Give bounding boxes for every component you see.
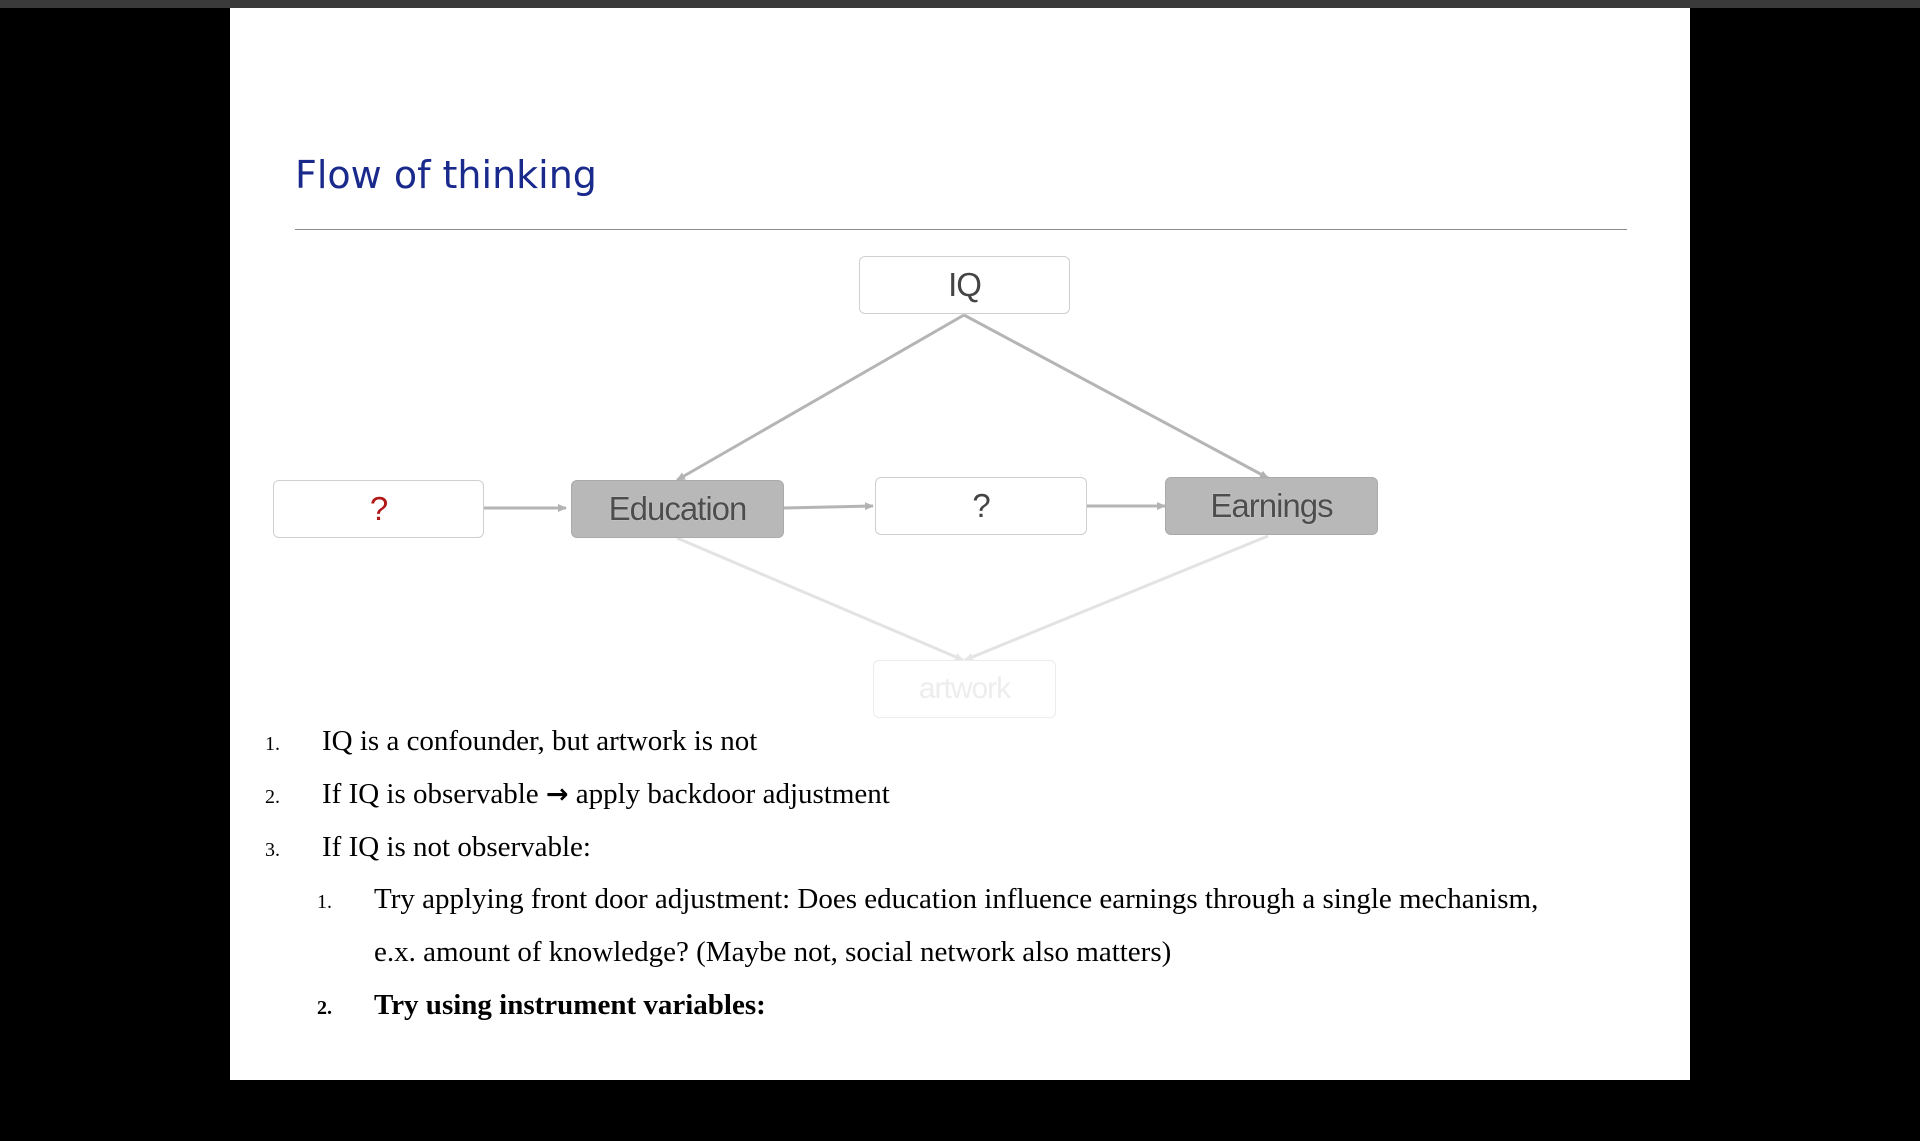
node-iq: IQ xyxy=(859,256,1070,314)
list-number: 3. xyxy=(265,839,280,861)
node-education: Education xyxy=(571,480,784,538)
edge-earnings-to-artwork xyxy=(965,536,1268,660)
edge-education-to-artwork xyxy=(677,538,963,660)
edge-iq-to-education xyxy=(677,315,964,480)
sub-item-text-line2: e.x. amount of knowledge? (Maybe not, social network also matters) xyxy=(374,936,1172,968)
slide-title: Flow of thinking xyxy=(295,153,597,197)
list-item-text xyxy=(322,778,890,811)
sub-item-text-line1: Try applying front door adjustment: Does education influence earnings through a single mechanism, xyxy=(374,883,1539,915)
node-earnings: Earnings xyxy=(1165,477,1378,535)
example-text: e.g. Angrist & Krueger (1991): birth quarter; compulsory education laws xyxy=(397,1075,1307,1107)
list-item-text-before: If IQ is observable xyxy=(322,778,546,810)
sub-item-text: Try using instrument variables: xyxy=(374,989,766,1021)
slide xyxy=(230,8,1690,1107)
sub-item-number: 2. xyxy=(317,997,332,1019)
list-number: 1. xyxy=(265,733,280,755)
list-number: 2. xyxy=(265,786,280,808)
example-line xyxy=(368,1042,1307,1141)
sub-item-number: 1. xyxy=(317,891,332,913)
node-artwork: artwork xyxy=(873,660,1056,718)
list-item-text: If IQ is not observable: xyxy=(322,831,591,863)
window-top-bar xyxy=(0,0,1920,8)
arrow-right-icon: → xyxy=(545,779,569,810)
list-item-text: IQ is a confounder, but artwork is not xyxy=(322,725,758,757)
edge-iq-to-earnings xyxy=(964,315,1268,478)
edge-education-to-mediator xyxy=(784,506,873,508)
causal-diagram xyxy=(230,8,1690,1080)
list-item-text-after: apply backdoor adjustment xyxy=(568,778,890,810)
sub-item-1-continuation xyxy=(374,936,1171,969)
node-unknown-cause: ? xyxy=(273,480,484,538)
node-mediator: ? xyxy=(875,477,1087,535)
